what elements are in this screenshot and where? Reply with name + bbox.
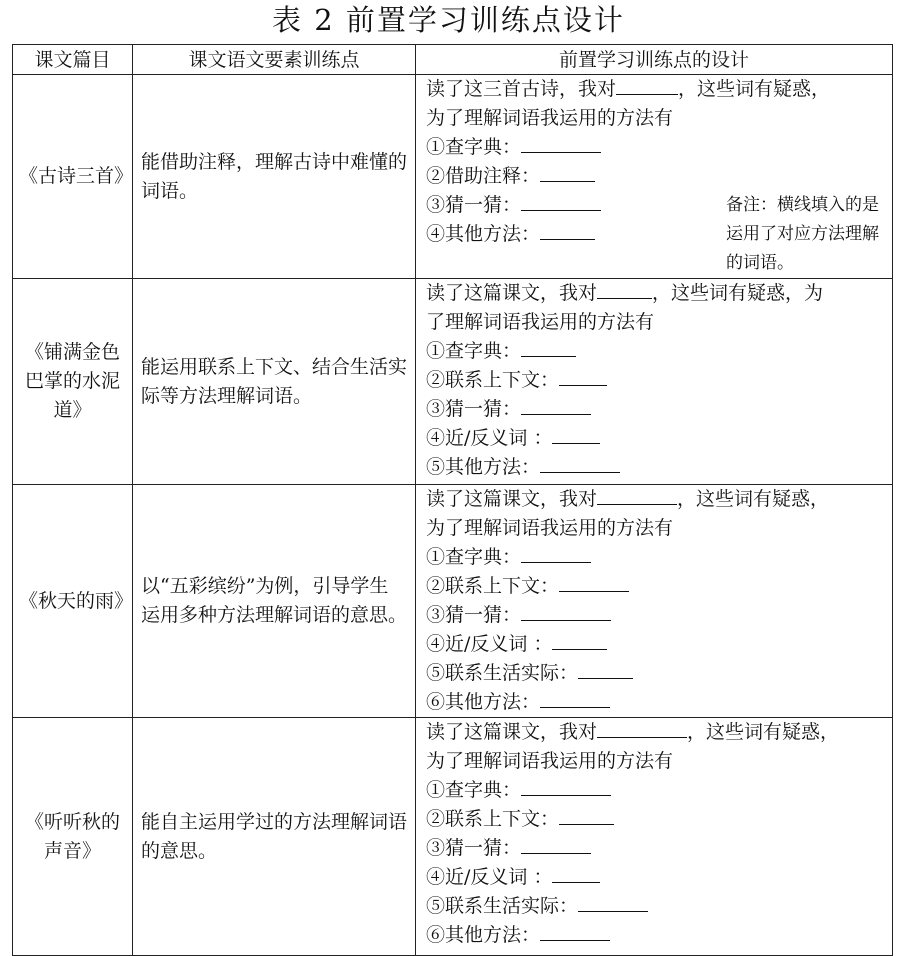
- element-point: 能运用联系上下文、结合生活实际等方法理解词语。: [133, 279, 416, 485]
- answer-blank[interactable]: [597, 280, 652, 299]
- intro-line-2: 为了理解词语我运用的方法有: [426, 107, 674, 129]
- answer-blank[interactable]: [559, 573, 629, 592]
- table-row: [13, 75, 893, 279]
- method-item: ③猜一猜：: [426, 191, 726, 220]
- method-item: ①查字典：: [426, 133, 726, 162]
- element-point: 以“五彩缤纷”为例，引导学生运用多种方法理解词语的意思。: [133, 485, 416, 718]
- method-item: ②联系上下文：: [426, 572, 886, 601]
- header-element: 课文语文要素训练点: [133, 45, 416, 75]
- method-item: ④近/反义词 ：: [426, 630, 886, 659]
- method-item: ⑥其他方法：: [426, 688, 886, 717]
- text-title: 《听听秋的声音》: [13, 718, 133, 956]
- answer-blank[interactable]: [521, 544, 591, 563]
- intro-line: 读了这篇课文，我对 ，这些词有疑惑，为: [426, 282, 824, 304]
- answer-blank[interactable]: [540, 454, 620, 473]
- method-item: ②联系上下文：: [426, 805, 886, 834]
- answer-blank[interactable]: [552, 425, 600, 444]
- answer-blank[interactable]: [578, 660, 633, 679]
- table-row: [13, 718, 893, 956]
- method-item: ④其他方法：: [426, 220, 726, 249]
- design-cell: [416, 718, 893, 956]
- text-title: 《铺满金色巴掌的水泥道》: [13, 279, 133, 485]
- answer-blank[interactable]: [597, 719, 687, 738]
- element-point: 能借助注释，理解古诗中难懂的词语。: [133, 75, 416, 279]
- method-item: ④近/反义词 ：: [426, 424, 886, 453]
- answer-blank[interactable]: [521, 777, 611, 796]
- answer-blank[interactable]: [521, 192, 601, 211]
- intro-line-2: 为了理解词语我运用的方法有: [426, 517, 674, 539]
- header-design: 前置学习训练点的设计: [416, 45, 893, 75]
- answer-blank[interactable]: [540, 689, 610, 708]
- text-title: 《古诗三首》: [13, 75, 133, 279]
- text-title: 《秋天的雨》: [13, 485, 133, 718]
- design-cell: [416, 485, 893, 718]
- intro-line-2: 了理解词语我运用的方法有: [426, 311, 655, 333]
- method-item: ②借助注释：: [426, 162, 726, 191]
- method-item: ①查字典：: [426, 543, 886, 572]
- intro-line-2: 为了理解词语我运用的方法有: [426, 750, 674, 772]
- header-row: [13, 45, 893, 75]
- answer-blank[interactable]: [521, 602, 611, 621]
- method-item: ③猜一猜：: [426, 834, 886, 863]
- table-title: 表 2 前置学习训练点设计: [272, 3, 625, 37]
- answer-blank[interactable]: [552, 631, 607, 650]
- answer-blank[interactable]: [540, 163, 595, 182]
- answer-blank[interactable]: [540, 221, 595, 240]
- method-item: ⑤其他方法：: [426, 453, 886, 482]
- method-item: ①查字典：: [426, 337, 886, 366]
- answer-blank[interactable]: [521, 835, 591, 854]
- method-item: ④近/反义词 ：: [426, 863, 886, 892]
- method-item: ①查字典：: [426, 776, 886, 805]
- intro-line: 读了这篇课文，我对 ，这些词有疑惑，: [426, 488, 830, 510]
- method-item: ②联系上下文：: [426, 366, 886, 395]
- answer-blank[interactable]: [616, 76, 678, 95]
- method-item: ③猜一猜：: [426, 601, 886, 630]
- answer-blank[interactable]: [578, 893, 648, 912]
- design-cell: [416, 75, 893, 279]
- answer-blank[interactable]: [540, 922, 610, 941]
- method-item: ⑥其他方法：: [426, 921, 886, 950]
- answer-blank[interactable]: [559, 367, 607, 386]
- answer-blank[interactable]: [521, 134, 601, 153]
- answer-blank[interactable]: [552, 864, 600, 883]
- design-cell: [416, 279, 893, 485]
- design-table: [12, 44, 893, 956]
- answer-blank[interactable]: [597, 486, 677, 505]
- table-row: [13, 485, 893, 718]
- header-text: 课文篇目: [13, 45, 133, 75]
- intro-line: 读了这三首古诗，我对 ，这些词有疑惑，: [426, 78, 831, 100]
- answer-blank[interactable]: [521, 338, 576, 357]
- note-text: 备注：横线填入的是运用了对应方法理解的词语。: [726, 195, 879, 273]
- answer-blank[interactable]: [559, 806, 614, 825]
- method-item: ⑤联系生活实际：: [426, 892, 886, 921]
- method-item: ③猜一猜：: [426, 395, 886, 424]
- table-row: [13, 279, 893, 485]
- method-item: ⑤联系生活实际：: [426, 659, 886, 688]
- intro-line: 读了这篇课文，我对 ，这些词有疑惑，: [426, 721, 840, 743]
- answer-blank[interactable]: [521, 396, 591, 415]
- element-point: 能自主运用学过的方法理解词语的意思。: [133, 718, 416, 956]
